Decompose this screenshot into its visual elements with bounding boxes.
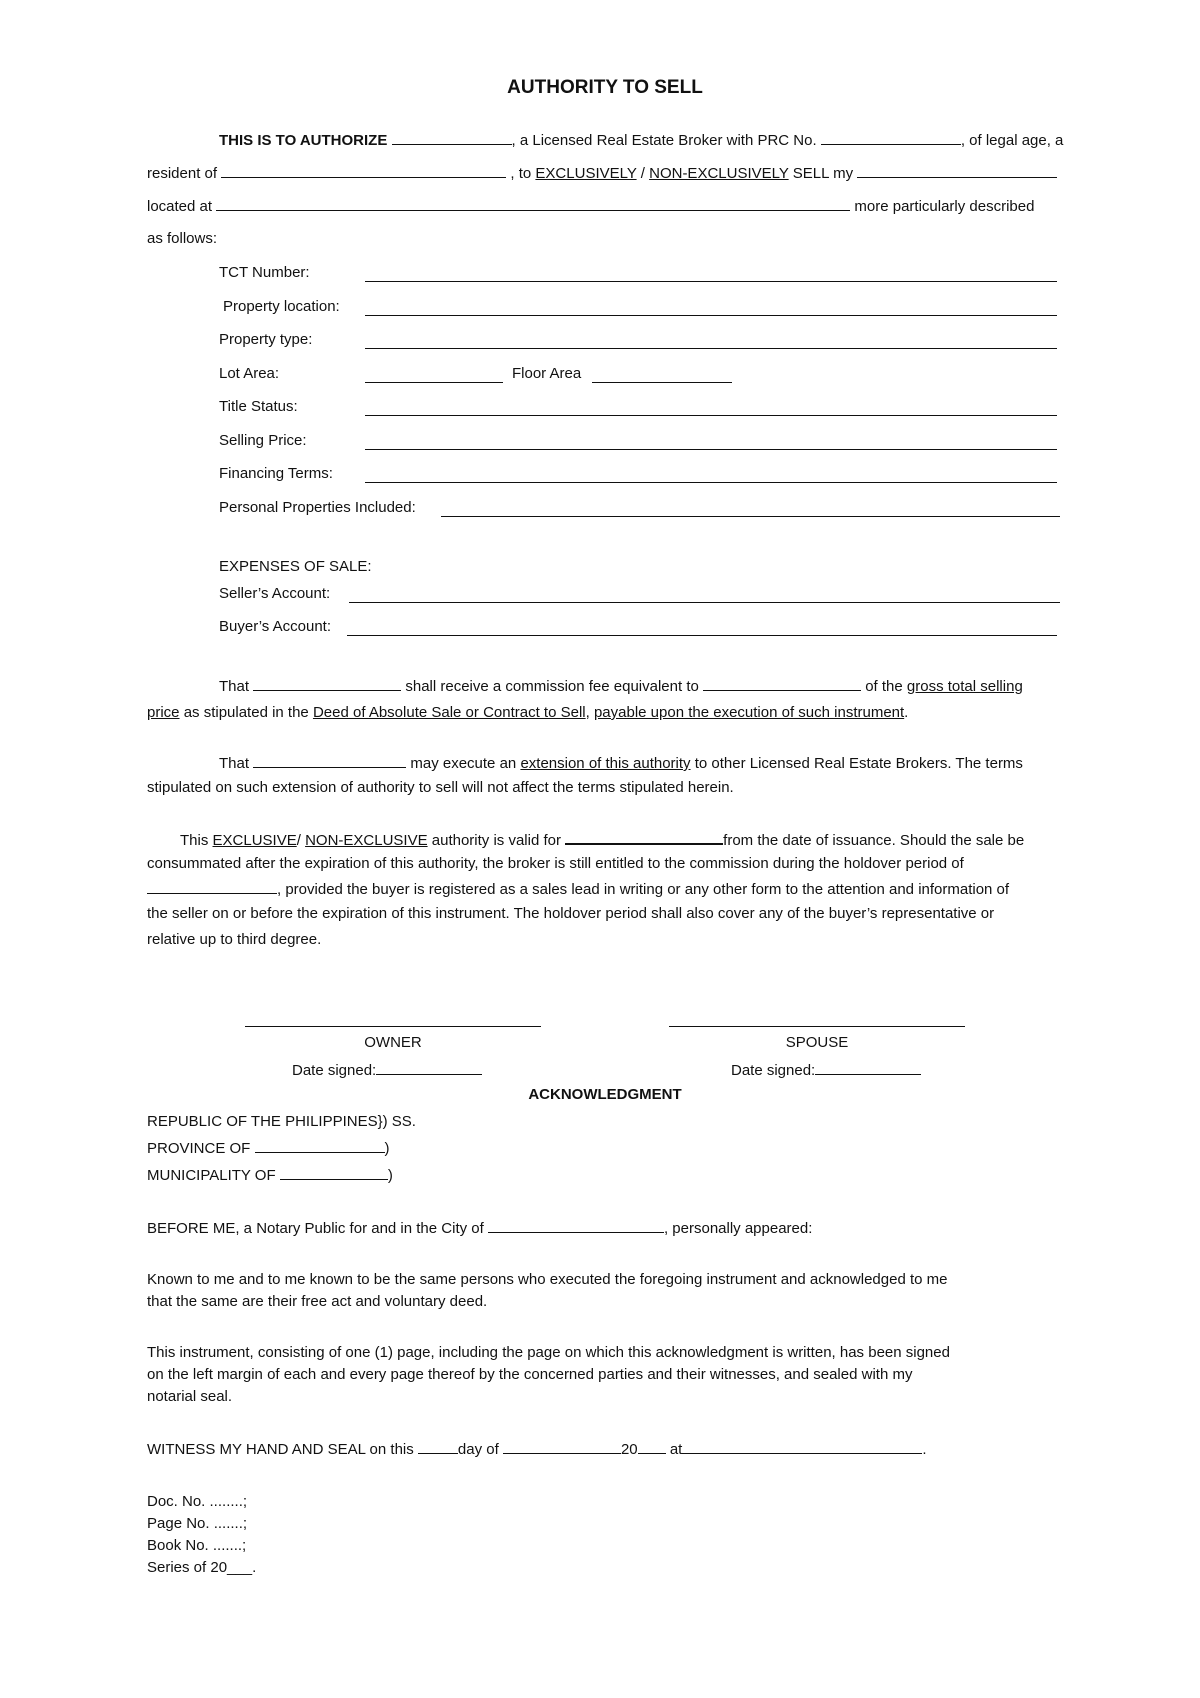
intro-line-4: as follows: (147, 230, 218, 247)
para2-may-execute: may execute an (410, 755, 517, 772)
municipality-blank (280, 1165, 388, 1180)
spouse-signature-line (669, 1026, 965, 1027)
para3-l3-text: , provided the buyer is registered as a sales lead in writing or any other form to the attention and information of (277, 881, 1010, 898)
owner-date-signed (292, 1060, 482, 1081)
exclusively-option: EXCLUSIVELY (535, 165, 637, 182)
lot-area-label: Lot Area: (219, 365, 280, 382)
para2-other-brokers: to other Licensed Real Estate Brokers. The terms (694, 755, 1023, 772)
owner-date-blank (376, 1060, 482, 1075)
buyer-account-label: Buyer’s Account: (219, 618, 332, 635)
type-line (365, 348, 1057, 349)
intro-line-2 (147, 163, 1057, 184)
personal-label: Personal Properties Included: (219, 499, 416, 516)
known-line-1: Known to me and to me known to be the same persons who executed the foregoing instrument and acknowledged to me (147, 1271, 948, 1288)
known-line-2: that the same are their free act and voluntary deed. (147, 1293, 488, 1310)
residence-blank (221, 163, 506, 178)
personally-appeared: , personally appeared: (663, 1220, 813, 1237)
witness-line (147, 1439, 927, 1460)
para2-line-1 (219, 753, 1023, 774)
broker-name-blank (392, 130, 512, 145)
witness-period: . (922, 1441, 927, 1458)
province-line (147, 1138, 390, 1159)
owner-signature-line (245, 1026, 541, 1027)
instrument-line-3: notarial seal. (147, 1388, 233, 1405)
province-blank (255, 1138, 385, 1153)
slash: / (640, 165, 645, 182)
selling-price-label: Selling Price: (219, 432, 307, 449)
more-particularly-label: more particularly described (854, 198, 1035, 215)
municipality-line (147, 1165, 393, 1186)
series-of: Series of 20___. (147, 1559, 257, 1576)
city-blank (488, 1218, 664, 1233)
floor-area-line (592, 382, 732, 383)
gross-price: price (147, 704, 180, 721)
doc-no: Doc. No. ........; (147, 1493, 248, 1510)
non-exclusively-option: NON-EXCLUSIVELY (649, 165, 789, 182)
para3-valid-for: authority is valid for (431, 832, 561, 849)
municipality-brace: ) (387, 1167, 393, 1184)
tct-line (365, 281, 1057, 282)
day-of-label: day of (457, 1441, 499, 1458)
deed-reference: Deed of Absolute Sale or Contract to Sell (312, 704, 586, 721)
seller-account-line (349, 602, 1060, 603)
spouse-date-label: Date signed: (731, 1062, 816, 1079)
floor-area-label: Floor Area (512, 365, 582, 382)
intro-l1-end: , of legal age, a (960, 132, 1064, 149)
prc-number-blank (821, 130, 961, 145)
para2-line-2: stipulated on such extension of authority to sell will not affect the terms stipulated herein. (147, 779, 734, 796)
page-no: Page No. .......; (147, 1515, 248, 1532)
province-label: PROVINCE OF (147, 1140, 251, 1157)
para3-from-date: from the date of issuance. Should the sale be (723, 832, 1025, 849)
intro-line-3 (147, 196, 1034, 217)
spouse-date-signed (731, 1060, 921, 1081)
instrument-line-2: on the left margin of each and every page thereof by the concerned parties and their witnesses, and sealed with my (147, 1366, 913, 1383)
payable-clause: payable upon the execution of such instrument (593, 704, 905, 721)
para3-line-2: consummated after the expiration of this authority, the broker is still entitled to the commission during the holdover period of (147, 855, 964, 872)
selling-price-line (365, 449, 1057, 450)
located-at-blank (216, 196, 850, 211)
this-label: This (180, 832, 209, 849)
lot-area-line (365, 382, 503, 383)
that-label: That (219, 678, 250, 695)
month-blank (503, 1439, 621, 1454)
witness-text: WITNESS MY HAND AND SEAL on this (147, 1441, 414, 1458)
exclusive-option: EXCLUSIVE (212, 832, 297, 849)
para3-line-5: relative up to third degree. (147, 931, 322, 948)
expenses-heading: EXPENSES OF SALE: (219, 558, 372, 575)
financing-label: Financing Terms: (219, 465, 333, 482)
intro-l2-to: , to (510, 165, 532, 182)
commission-rate-blank (703, 676, 861, 691)
title-status-line (365, 415, 1057, 416)
commission-party-blank (253, 676, 401, 691)
that-label-2: That (219, 755, 250, 772)
spouse-label: SPOUSE (785, 1034, 849, 1051)
owner-date-label: Date signed: (292, 1062, 377, 1079)
place-blank (682, 1439, 922, 1454)
para1-comma: , (585, 704, 590, 721)
location-label: Property location: (223, 298, 340, 315)
republic-line: REPUBLIC OF THE PHILIPPINES}) SS. (147, 1113, 416, 1130)
para3-slash: / (296, 832, 301, 849)
para1-line-2 (147, 703, 908, 723)
page-title: AUTHORITY TO SELL (507, 77, 703, 98)
located-at-label: located at (147, 198, 213, 215)
financing-line (365, 482, 1057, 483)
buyer-account-line (347, 635, 1057, 636)
seller-account-label: Seller’s Account: (219, 585, 331, 602)
para1-commission-text: shall receive a commission fee equivalent to (405, 678, 699, 695)
book-no: Book No. .......; (147, 1537, 247, 1554)
para3-line-4: the seller on or before the expiration of this instrument. The holdover period shall also cover any of the buyer’s representative or (147, 905, 995, 922)
tct-label: TCT Number: (219, 264, 310, 281)
at-label: at (669, 1441, 683, 1458)
broker-blank (253, 753, 406, 768)
sell-my-label: SELL my (792, 165, 854, 182)
personal-line (441, 516, 1060, 517)
before-me-line (147, 1218, 812, 1239)
extension-of-authority: extension of this authority (520, 755, 691, 772)
intro-line-1 (219, 130, 1063, 151)
intro-l1-mid: , a Licensed Real Estate Broker with PRC No. (511, 132, 817, 149)
para1-period: . (904, 704, 909, 721)
para1-stipulated: as stipulated in the (183, 704, 309, 721)
para1-line-1 (219, 676, 1023, 697)
para3-line-1 (180, 829, 1024, 851)
day-blank (418, 1439, 458, 1454)
property-blank (857, 163, 1057, 178)
owner-label: OWNER (364, 1034, 422, 1051)
para1-of-the: of the (865, 678, 903, 695)
non-exclusive-option: NON-EXCLUSIVE (305, 832, 428, 849)
title-status-label: Title Status: (219, 398, 298, 415)
spouse-date-blank (815, 1060, 921, 1075)
before-me-text: BEFORE ME, a Notary Public for and in the City of (147, 1220, 484, 1237)
type-label: Property type: (219, 331, 313, 348)
location-line (365, 315, 1057, 316)
year-blank (638, 1439, 666, 1454)
para3-line-3 (147, 879, 1009, 900)
province-brace: ) (384, 1140, 390, 1157)
acknowledgment-heading: ACKNOWLEDGMENT (528, 1086, 682, 1103)
validity-period-blank (565, 829, 723, 845)
resident-label: resident of (147, 165, 218, 182)
municipality-label: MUNICIPALITY OF (147, 1167, 276, 1184)
holdover-period-blank (147, 879, 277, 894)
year-prefix: 20 (620, 1441, 638, 1458)
authorize-lead: THIS IS TO AUTHORIZE (219, 132, 388, 149)
instrument-line-1: This instrument, consisting of one (1) page, including the page on which this acknowledgment is written, has been signed (147, 1344, 950, 1361)
gross-total-selling: gross total selling (906, 678, 1023, 695)
